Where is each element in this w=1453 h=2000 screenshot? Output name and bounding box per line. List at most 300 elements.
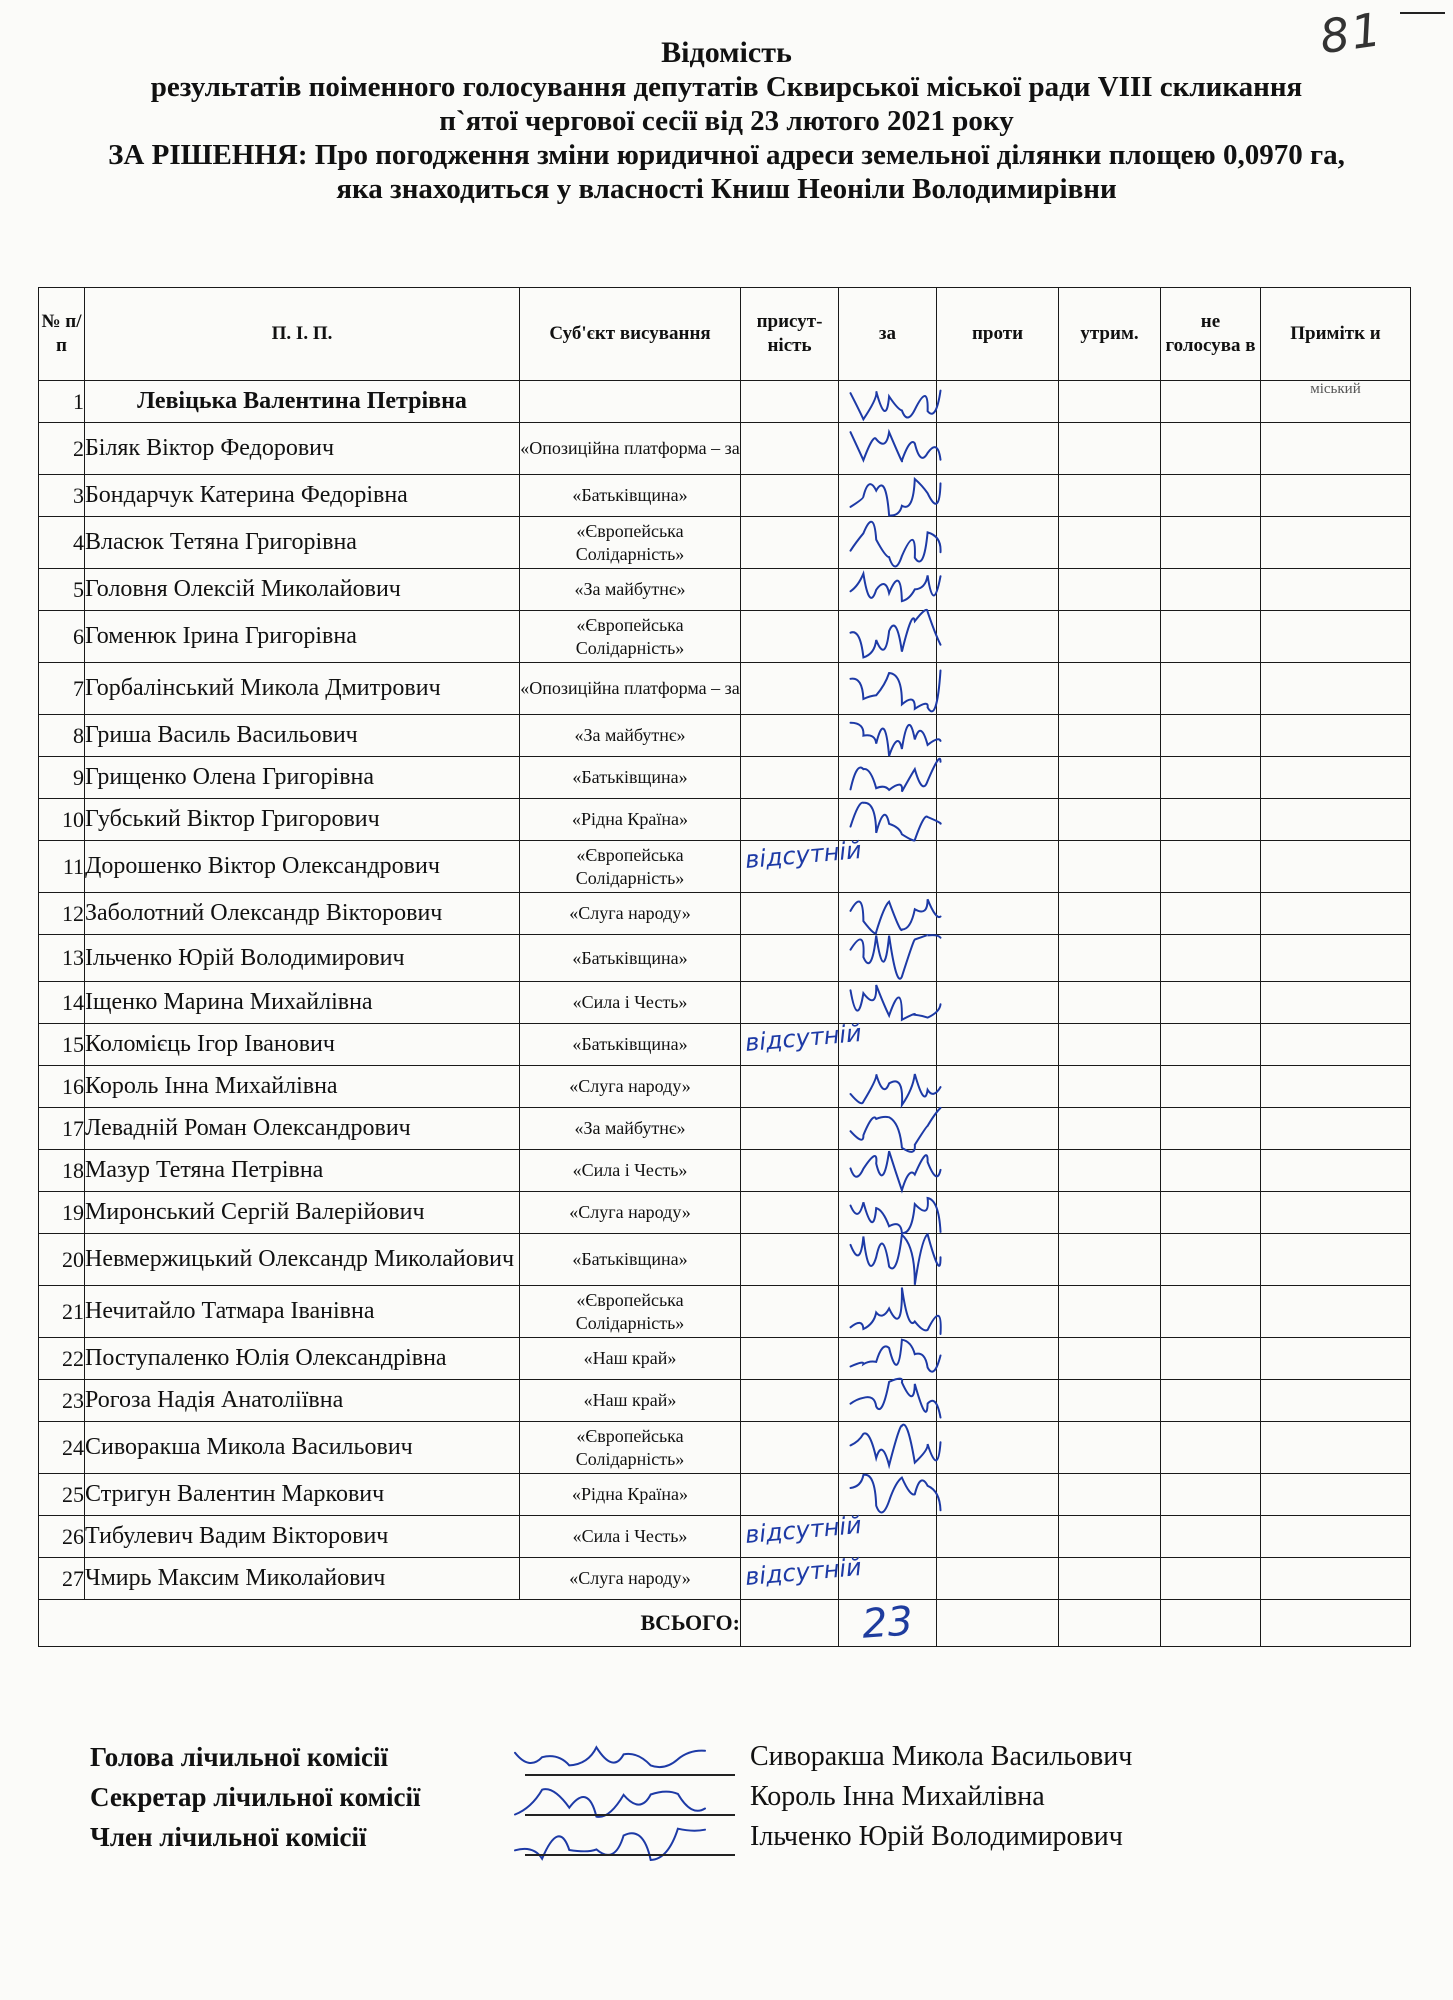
total-note — [1261, 1600, 1411, 1647]
total-present — [741, 1600, 839, 1647]
row-number: 18 — [39, 1150, 85, 1192]
against-cell — [937, 611, 1059, 663]
not-voted-cell — [1161, 715, 1261, 757]
table-row — [39, 1338, 1411, 1380]
row-number: 3 — [39, 475, 85, 517]
total-not-voted — [1161, 1600, 1261, 1647]
for-cell — [839, 423, 937, 475]
abstain-cell — [1059, 1338, 1161, 1380]
present-cell — [741, 982, 839, 1024]
table-row — [39, 935, 1411, 982]
for-cell — [839, 663, 937, 715]
against-cell — [937, 1234, 1059, 1286]
document-subtitle: результатів поіменного голосування депутатів Сквирської міської ради VIII скликання — [150, 71, 1303, 103]
abstain-cell — [1059, 1108, 1161, 1150]
note-cell — [1261, 1192, 1411, 1234]
abstain-cell — [1059, 663, 1161, 715]
for-cell — [839, 1066, 937, 1108]
abstain-cell — [1059, 1380, 1161, 1422]
col-header-against: проти — [937, 288, 1059, 381]
not-voted-cell — [1161, 1474, 1261, 1516]
for-cell — [839, 381, 937, 423]
present-cell — [741, 663, 839, 715]
for-cell — [839, 611, 937, 663]
table-row — [39, 1150, 1411, 1192]
deputy-name: Невмержицький Олександр Миколайович — [85, 1234, 520, 1286]
party-name: «Слуга народу» — [520, 893, 741, 935]
present-cell — [741, 1234, 839, 1286]
total-abstain — [1059, 1600, 1161, 1647]
row-number: 14 — [39, 982, 85, 1024]
present-cell — [741, 1422, 839, 1474]
party-name — [520, 381, 741, 423]
abstain-cell — [1059, 381, 1161, 423]
deputy-name: Сиворакша Микола Васильович — [85, 1422, 520, 1474]
deputy-name: Грищенко Олена Григорівна — [85, 757, 520, 799]
table-row — [39, 381, 1411, 423]
table-row — [39, 569, 1411, 611]
col-header-name: П. І. П. — [85, 288, 520, 381]
abstain-cell — [1059, 715, 1161, 757]
table-row — [39, 1108, 1411, 1150]
party-name: «Опозиційна платформа – за — [520, 663, 741, 715]
deputy-name: Тибулевич Вадим Вікторович — [85, 1516, 520, 1558]
abstain-cell — [1059, 893, 1161, 935]
for-cell — [839, 841, 937, 893]
against-cell — [937, 757, 1059, 799]
against-cell — [937, 893, 1059, 935]
absent-mark: відсутній — [744, 1552, 863, 1592]
against-cell — [937, 1192, 1059, 1234]
for-cell — [839, 1234, 937, 1286]
for-cell — [839, 757, 937, 799]
row-number: 10 — [39, 799, 85, 841]
row-number: 24 — [39, 1422, 85, 1474]
table-row — [39, 1066, 1411, 1108]
table-row — [39, 1286, 1411, 1338]
party-name: «Сила і Честь» — [520, 982, 741, 1024]
row-number: 22 — [39, 1338, 85, 1380]
commission-role: Член лічильної комісії — [90, 1822, 367, 1852]
row-number: 12 — [39, 893, 85, 935]
present-cell — [741, 1380, 839, 1422]
document-header — [0, 36, 1453, 206]
abstain-cell — [1059, 1474, 1161, 1516]
not-voted-cell — [1161, 893, 1261, 935]
signature-line — [525, 1854, 735, 1856]
row-number: 9 — [39, 757, 85, 799]
party-name: «Батьківщина» — [520, 935, 741, 982]
present-cell — [741, 799, 839, 841]
deputy-name: Горбалінський Микола Дмитрович — [85, 663, 520, 715]
absent-mark: відсутній — [744, 1018, 863, 1058]
signature-line — [525, 1774, 735, 1776]
row-number: 16 — [39, 1066, 85, 1108]
row-number: 7 — [39, 663, 85, 715]
col-header-for: за — [839, 288, 937, 381]
deputy-name: Стригун Валентин Маркович — [85, 1474, 520, 1516]
row-number: 15 — [39, 1024, 85, 1066]
note-cell — [1261, 1380, 1411, 1422]
party-name: «Батьківщина» — [520, 757, 741, 799]
present-cell — [741, 1510, 863, 1558]
not-voted-cell — [1161, 1558, 1261, 1600]
note-cell — [1261, 1286, 1411, 1338]
against-cell — [937, 381, 1059, 423]
for-cell — [839, 517, 937, 569]
total-against — [937, 1600, 1059, 1647]
total-label: ВСЬОГО: — [39, 1600, 741, 1647]
against-cell — [937, 1422, 1059, 1474]
commission-row — [90, 1820, 1390, 1860]
for-cell — [839, 1338, 937, 1380]
col-header-not-voted: не голосува в — [1161, 288, 1261, 381]
table-row — [39, 1558, 1411, 1600]
present-cell — [741, 935, 839, 982]
for-cell — [839, 715, 937, 757]
against-cell — [937, 569, 1059, 611]
row-number: 6 — [39, 611, 85, 663]
not-voted-cell — [1161, 1234, 1261, 1286]
present-cell — [741, 1192, 839, 1234]
total-for — [839, 1600, 937, 1647]
row-number: 2 — [39, 423, 85, 475]
commission-role: Голова лічильної комісії — [90, 1742, 388, 1772]
note-cell — [1261, 1150, 1411, 1192]
table-row — [39, 475, 1411, 517]
not-voted-cell — [1161, 799, 1261, 841]
table-row — [39, 1234, 1411, 1286]
abstain-cell — [1059, 1150, 1161, 1192]
abstain-cell — [1059, 569, 1161, 611]
party-name: «Європейська Солідарність» — [520, 1286, 741, 1338]
col-header-party: Суб'єкт висування — [520, 288, 741, 381]
deputy-name: Ільченко Юрій Володимирович — [85, 935, 520, 982]
abstain-cell — [1059, 1516, 1161, 1558]
against-cell — [937, 1066, 1059, 1108]
page-number: 81 — [1316, 1, 1387, 65]
against-cell — [937, 1558, 1059, 1600]
abstain-cell — [1059, 611, 1161, 663]
note-cell — [1261, 757, 1411, 799]
deputy-name: Дорошенко Віктор Олександрович — [85, 841, 520, 893]
deputy-name: Біляк Віктор Федорович — [85, 423, 520, 475]
present-cell — [741, 381, 839, 423]
for-cell — [839, 982, 937, 1024]
note-cell — [1261, 1422, 1411, 1474]
abstain-cell — [1059, 799, 1161, 841]
table-row — [39, 1474, 1411, 1516]
deputy-name: Гоменюк Ірина Григорівна — [85, 611, 520, 663]
party-name: «Сила і Честь» — [520, 1516, 741, 1558]
table-row — [39, 1516, 1411, 1558]
present-cell — [741, 1338, 839, 1380]
for-cell — [839, 1474, 937, 1516]
deputy-name: Левадній Роман Олександрович — [85, 1108, 520, 1150]
against-cell — [937, 799, 1059, 841]
not-voted-cell — [1161, 1516, 1261, 1558]
for-cell — [839, 1516, 937, 1558]
row-number: 27 — [39, 1558, 85, 1600]
party-name: «За майбутнє» — [520, 715, 741, 757]
deputy-name: Чмирь Максим Миколайович — [85, 1558, 520, 1600]
not-voted-cell — [1161, 1024, 1261, 1066]
note-cell — [1261, 982, 1411, 1024]
table-header-row — [39, 288, 1411, 381]
present-cell — [741, 1474, 839, 1516]
abstain-cell — [1059, 935, 1161, 982]
against-cell — [937, 715, 1059, 757]
abstain-cell — [1059, 1422, 1161, 1474]
abstain-cell — [1059, 1024, 1161, 1066]
party-name: «Слуга народу» — [520, 1066, 741, 1108]
deputy-name: Іщенко Марина Михайлівна — [85, 982, 520, 1024]
abstain-cell — [1059, 1558, 1161, 1600]
commission-role: Секретар лічильної комісії — [90, 1782, 421, 1812]
note-cell — [1261, 1024, 1411, 1066]
against-cell — [937, 1474, 1059, 1516]
corner-mark — [1400, 12, 1445, 14]
for-cell — [839, 1192, 937, 1234]
against-cell — [937, 935, 1059, 982]
not-voted-cell — [1161, 1380, 1261, 1422]
row-number: 17 — [39, 1108, 85, 1150]
present-cell — [741, 517, 839, 569]
not-voted-cell — [1161, 1192, 1261, 1234]
row-number: 8 — [39, 715, 85, 757]
col-header-note: Примітк и — [1261, 288, 1411, 381]
present-cell — [741, 1150, 839, 1192]
col-header-present: присут-ність — [741, 288, 839, 381]
signature-line — [525, 1814, 735, 1816]
abstain-cell — [1059, 1286, 1161, 1338]
not-voted-cell — [1161, 1286, 1261, 1338]
party-name: «Європейська Солідарність» — [520, 517, 741, 569]
party-name: «Європейська Солідарність» — [520, 1422, 741, 1474]
row-number: 26 — [39, 1516, 85, 1558]
present-cell — [741, 1066, 839, 1108]
row-number: 25 — [39, 1474, 85, 1516]
present-cell — [741, 1552, 863, 1600]
vote-table — [38, 287, 1411, 1647]
present-cell — [741, 715, 839, 757]
row-number: 5 — [39, 569, 85, 611]
table-row — [39, 982, 1411, 1024]
party-name: «Наш край» — [520, 1338, 741, 1380]
note-cell — [1261, 1338, 1411, 1380]
col-header-abstain: утрим. — [1059, 288, 1161, 381]
row-number: 1 — [39, 381, 85, 423]
row-number: 13 — [39, 935, 85, 982]
present-cell — [741, 423, 839, 475]
note-cell — [1261, 799, 1411, 841]
commission-person: Ільченко Юрій Володимирович — [750, 1821, 1123, 1852]
commission-row — [90, 1740, 1390, 1780]
table-row — [39, 1422, 1411, 1474]
present-cell — [741, 1286, 839, 1338]
not-voted-cell — [1161, 841, 1261, 893]
table-row — [39, 663, 1411, 715]
deputy-name: Рогоза Надія Анатоліївна — [85, 1380, 520, 1422]
not-voted-cell — [1161, 1108, 1261, 1150]
decision-line-2: яка знаходиться у власності Книш Неоніли Володимирівни — [336, 173, 1117, 205]
note-cell — [1261, 517, 1411, 569]
party-name: «Батьківщина» — [520, 1024, 741, 1066]
for-cell — [839, 1024, 937, 1066]
party-name: «Слуга народу» — [520, 1192, 741, 1234]
against-cell — [937, 423, 1059, 475]
not-voted-cell — [1161, 611, 1261, 663]
table-row — [39, 1192, 1411, 1234]
abstain-cell — [1059, 423, 1161, 475]
commission-row — [90, 1780, 1390, 1820]
not-voted-cell — [1161, 757, 1261, 799]
not-voted-cell — [1161, 663, 1261, 715]
total-for-value: 23 — [860, 1598, 915, 1648]
against-cell — [937, 1024, 1059, 1066]
for-cell — [839, 1422, 937, 1474]
counting-commission — [90, 1740, 1390, 1860]
abstain-cell — [1059, 982, 1161, 1024]
deputy-name: Гриша Василь Васильович — [85, 715, 520, 757]
commission-person: Сиворакша Микола Васильович — [750, 1741, 1133, 1772]
deputy-name: Нечитайло Татмара Іванівна — [85, 1286, 520, 1338]
deputy-name: Миронський Сергій Валерійович — [85, 1192, 520, 1234]
party-name: «Батьківщина» — [520, 1234, 741, 1286]
for-cell — [839, 475, 937, 517]
party-name: «За майбутнє» — [520, 569, 741, 611]
row-number: 21 — [39, 1286, 85, 1338]
table-row — [39, 517, 1411, 569]
note-cell — [1261, 1108, 1411, 1150]
against-cell — [937, 1338, 1059, 1380]
not-voted-cell — [1161, 475, 1261, 517]
session-line: п`ятої чергової сесії від 23 лютого 2021 року — [439, 105, 1014, 137]
note-cell — [1261, 715, 1411, 757]
table-row — [39, 893, 1411, 935]
present-cell — [741, 1018, 863, 1066]
table-row — [39, 1380, 1411, 1422]
for-cell — [839, 569, 937, 611]
for-cell — [839, 935, 937, 982]
against-cell — [937, 1380, 1059, 1422]
not-voted-cell — [1161, 1338, 1261, 1380]
row-number: 23 — [39, 1380, 85, 1422]
present-cell — [741, 611, 839, 663]
abstain-cell — [1059, 1234, 1161, 1286]
present-cell — [741, 893, 839, 935]
commission-person: Король Інна Михайлівна — [750, 1781, 1045, 1812]
note-cell — [1261, 1234, 1411, 1286]
absent-mark: відсутній — [744, 835, 863, 875]
note-cell: міський — [1261, 381, 1411, 423]
present-cell — [741, 569, 839, 611]
deputy-name: Мазур Тетяна Петрівна — [85, 1150, 520, 1192]
party-name: «Європейська Солідарність» — [520, 841, 741, 893]
abstain-cell — [1059, 1066, 1161, 1108]
row-number: 20 — [39, 1234, 85, 1286]
note-cell — [1261, 475, 1411, 517]
party-name: «Батьківщина» — [520, 475, 741, 517]
party-name: «Слуга народу» — [520, 1558, 741, 1600]
present-cell — [741, 475, 839, 517]
note-cell — [1261, 893, 1411, 935]
table-row — [39, 1024, 1411, 1066]
not-voted-cell — [1161, 982, 1261, 1024]
for-cell — [839, 799, 937, 841]
table-row — [39, 799, 1411, 841]
not-voted-cell — [1161, 1422, 1261, 1474]
deputy-name: Власюк Тетяна Григорівна — [85, 517, 520, 569]
row-number: 4 — [39, 517, 85, 569]
note-cell — [1261, 611, 1411, 663]
note-cell — [1261, 663, 1411, 715]
against-cell — [937, 1516, 1059, 1558]
for-cell — [839, 1108, 937, 1150]
not-voted-cell — [1161, 381, 1261, 423]
table-row — [39, 423, 1411, 475]
table-row — [39, 715, 1411, 757]
deputy-name: Губський Віктор Григорович — [85, 799, 520, 841]
for-cell — [839, 1150, 937, 1192]
abstain-cell — [1059, 757, 1161, 799]
abstain-cell — [1059, 517, 1161, 569]
not-voted-cell — [1161, 423, 1261, 475]
table-row — [39, 611, 1411, 663]
for-cell — [839, 893, 937, 935]
deputy-name: Заболотний Олександр Вікторович — [85, 893, 520, 935]
deputy-name: Король Інна Михайлівна — [85, 1066, 520, 1108]
deputy-name: Поступаленко Юлія Олександрівна — [85, 1338, 520, 1380]
against-cell — [937, 1286, 1059, 1338]
note-cell — [1261, 569, 1411, 611]
note-cell — [1261, 935, 1411, 982]
deputy-name: Левіцька Валентина Петрівна — [85, 381, 520, 423]
party-name: «Наш край» — [520, 1380, 741, 1422]
deputy-name: Бондарчук Катерина Федорівна — [85, 475, 520, 517]
row-number: 19 — [39, 1192, 85, 1234]
party-name: «За майбутнє» — [520, 1108, 741, 1150]
row-number: 11 — [39, 841, 85, 893]
not-voted-cell — [1161, 935, 1261, 982]
not-voted-cell — [1161, 517, 1261, 569]
party-name: «Європейська Солідарність» — [520, 611, 741, 663]
against-cell — [937, 475, 1059, 517]
note-cell — [1261, 1066, 1411, 1108]
deputy-name: Головня Олексій Миколайович — [85, 569, 520, 611]
against-cell — [937, 663, 1059, 715]
absent-mark: відсутній — [744, 1510, 863, 1550]
for-cell — [839, 1286, 937, 1338]
note-cell — [1261, 1474, 1411, 1516]
note-cell — [1261, 423, 1411, 475]
party-name: «Сила і Честь» — [520, 1150, 741, 1192]
table-row — [39, 757, 1411, 799]
against-cell — [937, 1108, 1059, 1150]
abstain-cell — [1059, 475, 1161, 517]
table-row — [39, 841, 1411, 893]
present-cell — [741, 835, 863, 893]
against-cell — [937, 517, 1059, 569]
decision-line: ЗА РІШЕННЯ: Про погодження зміни юридичної адреси земельної ділянки площею 0,0970 га, — [108, 139, 1345, 171]
note-cell — [1261, 1516, 1411, 1558]
abstain-cell — [1059, 841, 1161, 893]
not-voted-cell — [1161, 1150, 1261, 1192]
document-title: Відомість — [661, 36, 792, 69]
party-name: «Рідна Країна» — [520, 1474, 741, 1516]
total-row — [39, 1600, 1411, 1647]
abstain-cell — [1059, 1192, 1161, 1234]
